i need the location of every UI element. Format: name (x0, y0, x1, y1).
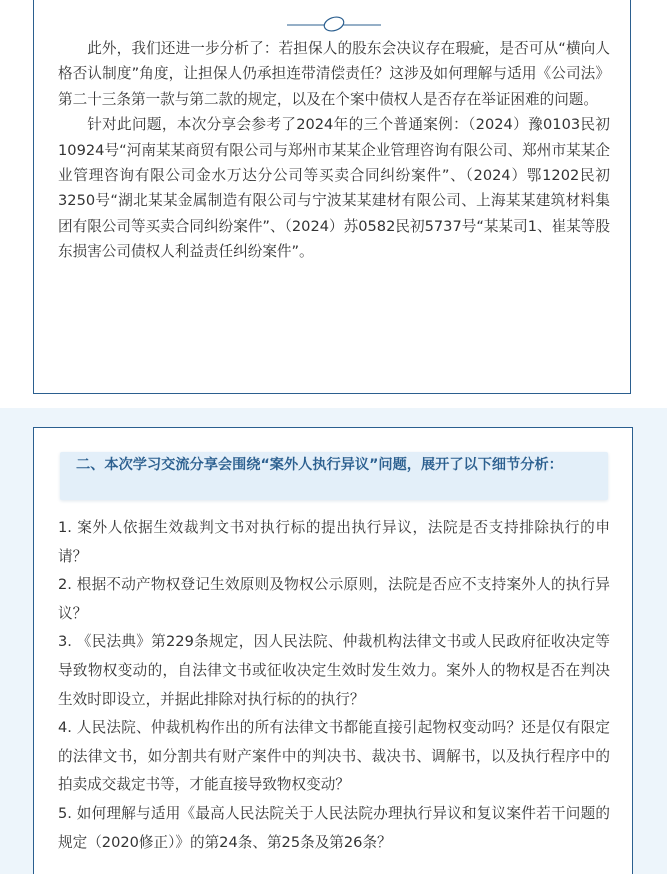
list-item: 3. 《民法典》第229条规定，因人民法院、仲裁机构法律文书或人民政府征收决定等导致物权变动的，自法律文书或征收决定生效时发生效力。案外人的物权是否在判决生效时即设立，并据此排除对执行标的的执行？ (58, 633, 610, 708)
analysis-text (58, 36, 610, 265)
paragraph-reference-cases: 针对此问题，本次分享会参考了2024年的三个普通案例：（2024）豫0103民初10924号“河南某某商贸有限公司与郑州市某某企业管理咨询有限公司、郑州市某某企业管理咨询有限公司金水万达分公司等买卖合同纠纷案件”、（2024）鄂1202民初3250号“湖北某某金属制造有限公司与宁波某某建材有限公司、上海某某建筑材料集团有限公司等买卖合同纠纷案件”、（2024）苏0582民初5737号“某某司1、崔某等股东损害公司债权人利益责任纠纷案件”。 (58, 116, 610, 261)
section-heading: 二、本次学习交流分享会围绕“案外人执行异议”问题，展开了以下细节分析： (76, 457, 563, 473)
section-heading-box (60, 452, 608, 500)
list-item: 1. 案外人依据生效裁判文书对执行标的提出执行异议，法院是否支持排除执行的申请？ (58, 519, 610, 565)
list-item: 4. 人民法院、仲裁机构作出的所有法律文书都能直接引起物权变动吗？还是仅有限定的法律文书，如分割共有财产案件中的判决书、裁决书、调解书，以及执行程序中的拍卖成交裁定书等，才能直接导致物权变动？ (58, 719, 610, 794)
execution-objection-card (33, 427, 633, 874)
ellipse-line-divider-icon (287, 10, 381, 38)
analysis-card (33, 0, 631, 394)
question-list (58, 514, 610, 857)
list-item: 5. 如何理解与适用《最高人民法院关于人民法院办理执行异议和复议案件若干问题的规定（2020修正）》的第24条、第25条及第26条？ (58, 804, 610, 851)
list-item: 2. 根据不动产物权登记生效原则及物权公示原则，法院是否应不支持案外人的执行异议？ (58, 576, 610, 622)
paragraph-further-analysis: 此外，我们还进一步分析了：若担保人的股东会决议存在瑕疵，是否可从“横向人格否认制度”角度，让担保人仍承担连带清偿责任？这涉及如何理解与适用《公司法》第二十三条第一款与第二款的规定，以及在个案中债权人是否存在举证困难的问题。 (58, 40, 610, 108)
